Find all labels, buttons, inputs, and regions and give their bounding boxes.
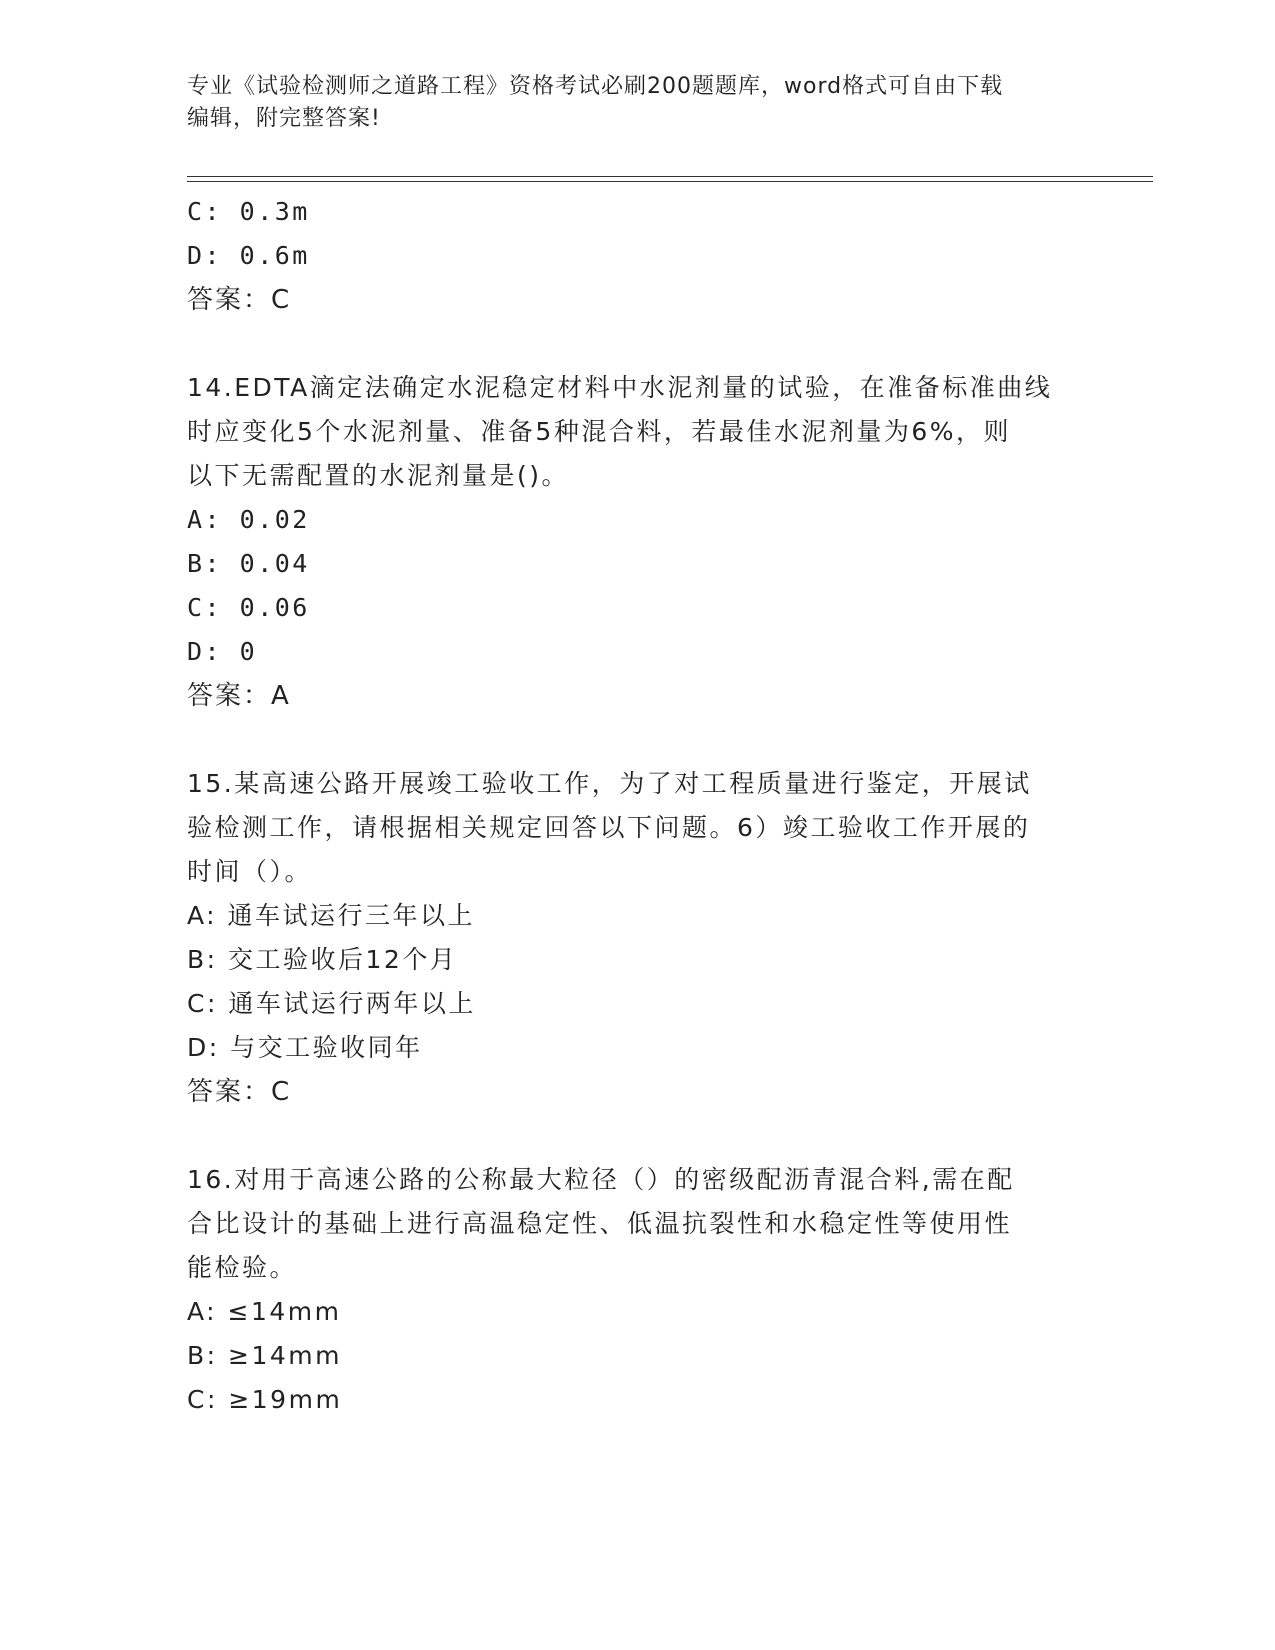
q15-option-c: C: 通车试运行两年以上 (187, 989, 476, 1018)
q14-text-line-2: 时应变化5个水泥剂量、准备5种混合料，若最佳水泥剂量为6%，则 (187, 417, 1011, 446)
q14-option-a: A: 0.02 (187, 505, 310, 534)
q14-option-d: D: 0 (187, 637, 258, 666)
q16-option-a: A: ≤14mm (187, 1297, 342, 1326)
q14-text-line-1: 14.EDTA滴定法确定水泥稳定材料中水泥剂量的试验，在准备标准曲线 (187, 373, 1053, 402)
q16-text-line-2: 合比设计的基础上进行高温稳定性、低温抗裂性和水稳定性等使用性 (187, 1209, 1013, 1238)
q14-text-line-3: 以下无需配置的水泥剂量是()。 (187, 461, 570, 490)
header-title-line-1: 专业《试验检测师之道路工程》资格考试必刷200题题库，word格式可自由下载 (187, 74, 1004, 99)
q16-option-b: B: ≥14mm (187, 1341, 342, 1370)
q15-text-line-2: 验检测工作，请根据相关规定回答以下问题。6）竣工验收工作开展的 (187, 813, 1031, 842)
q13-option-c: C: 0.3m (187, 197, 310, 226)
q14-option-c: C: 0.06 (187, 593, 310, 622)
q15-answer: 答案：C (187, 1077, 292, 1107)
q13-answer: 答案：C (187, 285, 292, 315)
header-divider-bottom (187, 181, 1153, 182)
q13-option-d: D: 0.6m (187, 241, 310, 270)
q15-option-d: D: 与交工验收同年 (187, 1033, 423, 1062)
q15-text-line-3: 时间（）。 (187, 857, 313, 886)
q15-option-a: A: 通车试运行三年以上 (187, 901, 476, 930)
q15-option-b: B: 交工验收后12个月 (187, 945, 458, 974)
q14-answer: 答案：A (187, 681, 291, 711)
q16-text-line-1: 16.对用于高速公路的公称最大粒径（）的密级配沥青混合料,需在配 (187, 1165, 1015, 1194)
q16-text-line-3: 能检验。 (187, 1253, 298, 1282)
header-title-line-2: 编辑，附完整答案! (187, 106, 381, 131)
q15-text-line-1: 15.某高速公路开展竣工验收工作，为了对工程质量进行鉴定，开展试 (187, 769, 1032, 798)
header-divider-top (187, 176, 1153, 177)
q14-option-b: B: 0.04 (187, 549, 310, 578)
q16-option-c: C: ≥19mm (187, 1385, 343, 1414)
